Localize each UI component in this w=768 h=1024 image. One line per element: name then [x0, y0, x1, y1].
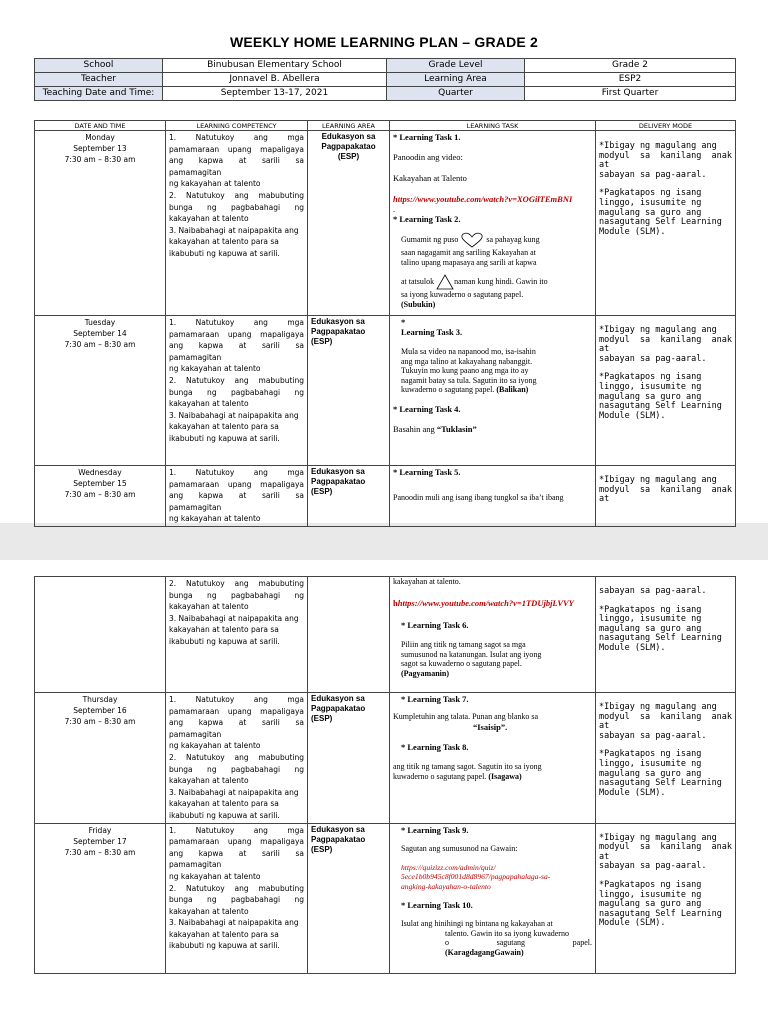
- task-tag: “Isaisip”.: [473, 722, 508, 732]
- competency-line: ikabubuti ng kapuwa at sarili.: [169, 433, 280, 443]
- area-line: Edukasyon sa: [321, 132, 376, 141]
- quiz-link[interactable]: https://quizizz.com/admin/quiz/: [401, 862, 496, 872]
- competency-line: kakayahan at talento para sa: [169, 929, 279, 939]
- area-line: Edukasyon sa: [311, 694, 365, 703]
- table-row-wednesday-cont: [35, 577, 736, 693]
- triangle-icon: [436, 274, 454, 290]
- mode-line: magulang sa guro ang: [599, 391, 702, 402]
- teaching-date-label: Teaching Date and Time:: [35, 87, 163, 101]
- competency-cell-wednesday-cont: [166, 577, 308, 693]
- task-text: o: [445, 938, 449, 948]
- header-task: LEARNING TASK: [390, 121, 596, 131]
- mode-line: nasagutang Self Learning: [599, 778, 722, 789]
- task-text: Kakayahan at Talento: [393, 173, 467, 183]
- competency-line: 1. Natutukoy ang mga: [169, 825, 304, 835]
- competency-line: 1. Natutukoy ang mga: [169, 695, 304, 704]
- task-text: sa pahayag kung: [486, 234, 540, 244]
- day-time: 7:30 am – 8:30 am: [64, 155, 136, 164]
- date-cell-thursday: [35, 693, 166, 824]
- mode-cell-wednesday: [596, 466, 736, 527]
- day-time: 7:30 am – 8:30 am: [64, 717, 136, 726]
- mode-line: linggo, isusumite ng: [599, 197, 702, 208]
- competency-line: pamamaraan upang mapaligaya: [169, 329, 304, 339]
- mode-line: linggo, isusumite ng: [599, 758, 702, 769]
- task-text: kakayahan at talento.: [393, 577, 461, 586]
- table-row-thursday: [35, 693, 736, 824]
- competency-line: ng kakayahan at talento: [169, 741, 261, 751]
- mode-line: *Pagkatapos ng isang: [599, 879, 702, 890]
- competency-line: 1. Natutukoy ang mga: [169, 133, 304, 142]
- area-line: Pagpapakatao: [311, 834, 366, 844]
- table-row-monday: [35, 131, 736, 316]
- area-line: Edukasyon sa: [311, 317, 365, 326]
- task-tag: “Tuklasin”: [436, 423, 477, 434]
- competency-line: 3. Naibabahagi at naipapakita ang: [169, 225, 299, 235]
- competency-line: ng kakayahan at talento: [169, 179, 261, 189]
- info-table: [34, 58, 736, 101]
- mode-line: modyul sa kanilang anak at: [599, 484, 732, 505]
- area-line: Pagpapakatao: [311, 704, 366, 713]
- task-tag: (Isagawa): [488, 772, 522, 781]
- school-label: School: [35, 59, 163, 73]
- area-line: (ESP): [311, 487, 333, 496]
- competency-line: kakayahan at talento para sa: [169, 237, 279, 247]
- task-text: Isulat ang hinihingi ng bintana ng kakayahan at: [401, 919, 553, 929]
- task-cell-thursday: [390, 693, 596, 824]
- date-cell-wednesday-cont: [35, 577, 166, 693]
- plan-table-page-1: [34, 120, 736, 527]
- task-text: Mula sa video na napanood mo, isa-isahin: [401, 347, 536, 356]
- competency-line: 3. Naibabahagi at naipapakita ang: [169, 918, 299, 928]
- day-time: 7:30 am – 8:30 am: [64, 340, 136, 349]
- day-date: September 13: [73, 144, 127, 153]
- header-date-time: DATE AND TIME: [35, 121, 166, 131]
- mode-line: *Pagkatapos ng isang: [599, 372, 702, 383]
- task-title: * Learning Task 4.: [393, 403, 461, 414]
- task-text: Tukuyin mo kung paano ang mga ito ay: [401, 366, 529, 375]
- day-name: Tuesday: [84, 318, 116, 327]
- mode-line: nasagutang Self Learning: [599, 401, 722, 412]
- area-cell-tuesday: [308, 316, 390, 466]
- task-title: * Learning Task 8.: [401, 742, 469, 752]
- heart-icon: [460, 232, 484, 248]
- date-cell-friday: [35, 823, 166, 973]
- competency-line: ang kapwa at sarili sa pamamagitan: [169, 718, 304, 739]
- day-date: September 17: [73, 836, 127, 846]
- mode-line: nasagutang Self Learning: [599, 217, 722, 228]
- area-line: (ESP): [311, 337, 333, 346]
- task-text: talino upang mapasaya ang sarili at kapwa: [401, 257, 537, 267]
- task-text: nagamit batay sa tula. Sagutin ito sa iyong: [401, 375, 537, 385]
- mode-line: Module (SLM).: [599, 918, 666, 929]
- mode-line: *Ibigay ng magulang ang: [599, 325, 717, 335]
- competency-line: kakayahan at talento: [169, 776, 249, 786]
- competency-line: pamamaraan upang mapaligaya: [169, 706, 304, 716]
- task-text: Panoodin ang video:: [393, 152, 463, 162]
- teaching-date-value: September 13-17, 2021: [163, 87, 387, 101]
- mode-line: sabayan sa pag-aaral.: [599, 730, 707, 741]
- task-text: at tatsulok: [401, 276, 435, 286]
- mode-line: modyul sa kanilang anak at: [599, 711, 732, 732]
- day-name: Wednesday: [78, 468, 122, 477]
- task-text: Kumpletuhin ang talata. Punan ang blanko sa: [393, 712, 539, 721]
- plan-header-row: [35, 121, 736, 131]
- mode-cell-wednesday-cont: [596, 577, 736, 693]
- area-cell-monday: [308, 131, 390, 316]
- grade-level-label: Grade Level: [387, 59, 525, 73]
- competency-line: kakayahan at talento: [169, 602, 249, 612]
- task-text: papel.: [572, 938, 592, 948]
- mode-line: magulang sa guro ang: [599, 899, 702, 910]
- competency-line: 3. Naibabahagi at naipapakita ang: [169, 613, 299, 623]
- quarter-value: First Quarter: [525, 87, 736, 101]
- mode-line: sabayan sa pag-aaral.: [599, 169, 707, 180]
- school-value: Binubusan Elementary School: [163, 59, 387, 73]
- area-line: (ESP): [311, 844, 333, 854]
- day-name: Monday: [85, 133, 115, 142]
- day-name: Friday: [88, 825, 112, 835]
- competency-line: 3. Naibabahagi at naipapakita ang: [169, 410, 299, 420]
- day-date: September 16: [73, 706, 127, 715]
- competency-line: pamamaraan upang mapaligaya: [169, 479, 304, 489]
- date-cell-tuesday: [35, 316, 166, 466]
- table-row-tuesday: [35, 316, 736, 466]
- quiz-link[interactable]: angking-kakayahan-o-talento: [401, 881, 491, 891]
- competency-line: 1. Natutukoy ang mga: [169, 318, 304, 327]
- task-cell-monday: [390, 131, 596, 316]
- task-title: * Learning Task 1.: [393, 132, 461, 142]
- day-name: Thursday: [82, 695, 118, 704]
- task-text: naman kung hindi. Gawin ito: [454, 276, 548, 286]
- mode-line: magulang sa guro ang: [599, 207, 702, 218]
- competency-line: ikabubuti ng kapuwa at sarili.: [169, 636, 280, 646]
- competency-line: pamamaraan upang mapaligaya: [169, 837, 304, 847]
- mode-cell-friday: [596, 823, 736, 973]
- mode-line: *Pagkatapos ng isang: [599, 188, 702, 199]
- task-title: * Learning Task 10.: [401, 900, 473, 911]
- mode-cell-monday: [596, 131, 736, 316]
- task-cell-wednesday-cont: [390, 577, 596, 693]
- mode-line: Module (SLM).: [599, 787, 666, 798]
- day-date: September 14: [73, 329, 127, 338]
- task-text: saan nagagamit ang sariling Kakayahan at: [401, 248, 536, 257]
- plan-table-page-2: [34, 576, 736, 974]
- competency-line: kakayahan at talento: [169, 399, 249, 409]
- mode-line: *Pagkatapos ng isang: [599, 749, 702, 760]
- competency-line: ng kakayahan at talento: [169, 871, 261, 881]
- competency-line: ang kapwa at sarili sa pamamagitan: [169, 156, 304, 177]
- area-line: (ESP): [337, 152, 360, 161]
- competency-cell-monday: [166, 131, 308, 316]
- header-competency: LEARNING COMPETENCY: [166, 121, 308, 131]
- task-title: Learning Task 3.: [401, 327, 463, 337]
- competency-line: kakayahan at talento para sa: [169, 422, 279, 432]
- header-area: LEARNING AREA: [308, 121, 390, 131]
- grade-level-value: Grade 2: [525, 59, 736, 73]
- mode-line: modyul sa kanilang anak at: [599, 150, 732, 171]
- date-cell-monday: [35, 131, 166, 316]
- mode-line: nasagutang Self Learning: [599, 633, 722, 644]
- competency-line: bunga ng pagbabahagi ng: [169, 387, 304, 397]
- task-text: sa iyong kuwaderno o sagutang papel.: [401, 290, 524, 299]
- competency-line: bunga ng pagbabahagi ng: [169, 764, 304, 774]
- task-text: Basahin ang: [393, 423, 435, 434]
- competency-cell-friday: [166, 823, 308, 973]
- area-line: Pagpapakatao: [311, 327, 366, 336]
- task-text: sumusunod na katanungan. Isulat ang iyong: [401, 649, 542, 659]
- task-text: Gumamit ng puso: [401, 234, 459, 244]
- video-link[interactable]: https://www.youtube.com/watch?v=1TDUjbjLVVY: [397, 598, 574, 608]
- task-text: sagot sa kuwaderno o sagutang papel.: [401, 659, 522, 668]
- task-text: Panoodin muli ang isang ibang tungkol sa iba’t ibang: [393, 493, 564, 502]
- mode-line: nasagutang Self Learning: [599, 908, 722, 919]
- mode-line: *Ibigay ng magulang ang: [599, 702, 717, 712]
- competency-line: bunga ng pagbabahagi ng: [169, 590, 304, 600]
- mode-line: sabayan sa pag-aaral.: [599, 586, 707, 596]
- competency-line: ikabubuti ng kapuwa at sarili.: [169, 810, 280, 820]
- mode-line: sabayan sa pag-aaral.: [599, 861, 707, 872]
- competency-line: ikabubuti ng kapuwa at sarili.: [169, 248, 280, 258]
- task-title: * Learning Task 2.: [393, 214, 461, 224]
- competency-line: 2. Natutukoy ang mabubuting: [169, 752, 304, 762]
- area-line: Pagpapakatao: [321, 142, 376, 151]
- mode-line: modyul sa kanilang anak at: [599, 334, 732, 355]
- competency-line: pamamaraan upang mapaligaya: [169, 144, 304, 154]
- video-link[interactable]: https://www.youtube.com/watch?v=XOGilTEmBNI: [393, 194, 573, 204]
- competency-cell-thursday: [166, 693, 308, 824]
- task-text: kuwaderno o sagutang papel.: [393, 772, 487, 781]
- competency-line: ang kapwa at sarili sa pamamagitan: [169, 491, 304, 512]
- competency-cell-wednesday: [166, 466, 308, 527]
- competency-line: ang kapwa at sarili sa pamamagitan: [169, 848, 304, 870]
- page-title: WEEKLY HOME LEARNING PLAN – GRADE 2: [229, 34, 539, 50]
- competency-line: kakayahan at talento: [169, 906, 249, 916]
- mode-line: modyul sa kanilang anak at: [599, 842, 732, 862]
- task-cell-wednesday: [390, 466, 596, 527]
- mode-cell-tuesday: [596, 316, 736, 466]
- day-time: 7:30 am – 8:30 am: [64, 490, 136, 499]
- mode-line: Module (SLM).: [599, 226, 666, 237]
- competency-line: kakayahan at talento para sa: [169, 625, 279, 635]
- competency-line: 2. Natutukoy ang mabubuting: [169, 375, 304, 385]
- area-line: Edukasyon sa: [311, 824, 365, 834]
- task-text: ang mga talino at kakayahang nabanggit.: [401, 356, 533, 366]
- task-text: talento. Gawin ito sa iyong kuwaderno: [445, 928, 569, 938]
- mode-line: Module (SLM).: [599, 642, 666, 653]
- competency-line: kakayahan at talento: [169, 214, 249, 224]
- competency-line: bunga ng pagbabahagi ng: [169, 895, 304, 905]
- date-cell-wednesday: [35, 466, 166, 527]
- competency-line: bunga ng pagbabahagi ng: [169, 202, 304, 212]
- task-cell-friday: [390, 823, 596, 973]
- task-tag: (Balikan): [496, 385, 529, 394]
- area-cell-friday: [308, 823, 390, 973]
- mode-line: magulang sa guro ang: [599, 768, 702, 779]
- day-date: September 15: [73, 479, 127, 488]
- task-text: sagutang: [496, 938, 526, 948]
- competency-line: ikabubuti ng kapuwa at sarili.: [169, 941, 280, 951]
- task-text: h: [393, 598, 398, 608]
- mode-line: magulang sa guro ang: [599, 623, 702, 634]
- task-text: .: [393, 204, 396, 214]
- area-line: Pagpapakatao: [311, 477, 366, 486]
- task-text: Sagutan ang sumusunod na Gawain:: [401, 843, 518, 853]
- task-tag: (Pagyamanin): [401, 668, 449, 678]
- mode-line: linggo, isusumite ng: [599, 889, 702, 900]
- mode-line: *Ibigay ng magulang ang: [599, 832, 717, 843]
- mode-line: Module (SLM).: [599, 410, 666, 421]
- quarter-label: Quarter: [387, 87, 525, 101]
- competency-line: 2. Natutukoy ang mabubuting: [169, 579, 304, 588]
- learning-area-value: ESP2: [525, 73, 736, 87]
- task-title: * Learning Task 6.: [401, 620, 469, 630]
- task-text: Piliin ang titik ng tamang sagot sa mga: [401, 640, 526, 649]
- mode-cell-thursday: [596, 693, 736, 824]
- page-2: [0, 560, 768, 1024]
- competency-line: 1. Natutukoy ang mga: [169, 468, 304, 477]
- competency-line: ang kapwa at sarili sa pamamagitan: [169, 341, 304, 362]
- area-cell-wednesday: [308, 466, 390, 527]
- task-title: * Learning Task 5.: [393, 467, 461, 477]
- task-cell-tuesday: [390, 316, 596, 466]
- mode-line: *Ibigay ng magulang ang: [599, 141, 717, 151]
- task-text: ang titik ng tamang sagot. Sagutin ito sa iyong: [393, 762, 542, 771]
- mode-line: *Ibigay ng magulang ang: [599, 475, 717, 485]
- mode-line: sabayan sa pag-aaral.: [599, 353, 707, 364]
- mode-line: *Pagkatapos ng isang: [599, 604, 702, 615]
- task-tag: (KaragdagangGawain): [445, 947, 524, 957]
- area-cell-thursday: [308, 693, 390, 824]
- competency-line: 2. Natutukoy ang mabubuting: [169, 190, 304, 200]
- area-line: (ESP): [311, 714, 333, 723]
- learning-area-label: Learning Area: [387, 73, 525, 87]
- table-row-wednesday: [35, 466, 736, 527]
- teacher-value: Jonnavel B. Abellera: [163, 73, 387, 87]
- competency-line: ng kakayahan at talento: [169, 364, 261, 374]
- mode-line: linggo, isusumite ng: [599, 381, 702, 392]
- header-mode: DELIVERY MODE: [596, 121, 736, 131]
- area-line: Edukasyon sa: [311, 467, 365, 476]
- task-tag: (Subukin): [401, 299, 436, 309]
- task-title: * Learning Task 9.: [401, 824, 469, 835]
- task-star: *: [401, 317, 406, 327]
- competency-line: kakayahan at talento para sa: [169, 799, 279, 809]
- mode-line: linggo, isusumite ng: [599, 614, 702, 625]
- task-title: * Learning Task 7.: [401, 694, 469, 704]
- competency-line: 2. Natutukoy ang mabubuting: [169, 883, 304, 893]
- competency-line: ng kakayahan at talento: [169, 514, 261, 524]
- task-text: kuwaderno o sagutang papel.: [401, 385, 495, 394]
- day-time: 7:30 am – 8:30 am: [64, 847, 136, 857]
- table-row-friday: [35, 823, 736, 973]
- quiz-link[interactable]: 5ece1b0b945c8f001d8d8967/pagpapahalaga-sa-: [401, 872, 551, 882]
- competency-line: 3. Naibabahagi at naipapakita ang: [169, 787, 299, 797]
- area-cell-wednesday-cont: [308, 577, 390, 693]
- competency-cell-tuesday: [166, 316, 308, 466]
- teacher-label: Teacher: [35, 73, 163, 87]
